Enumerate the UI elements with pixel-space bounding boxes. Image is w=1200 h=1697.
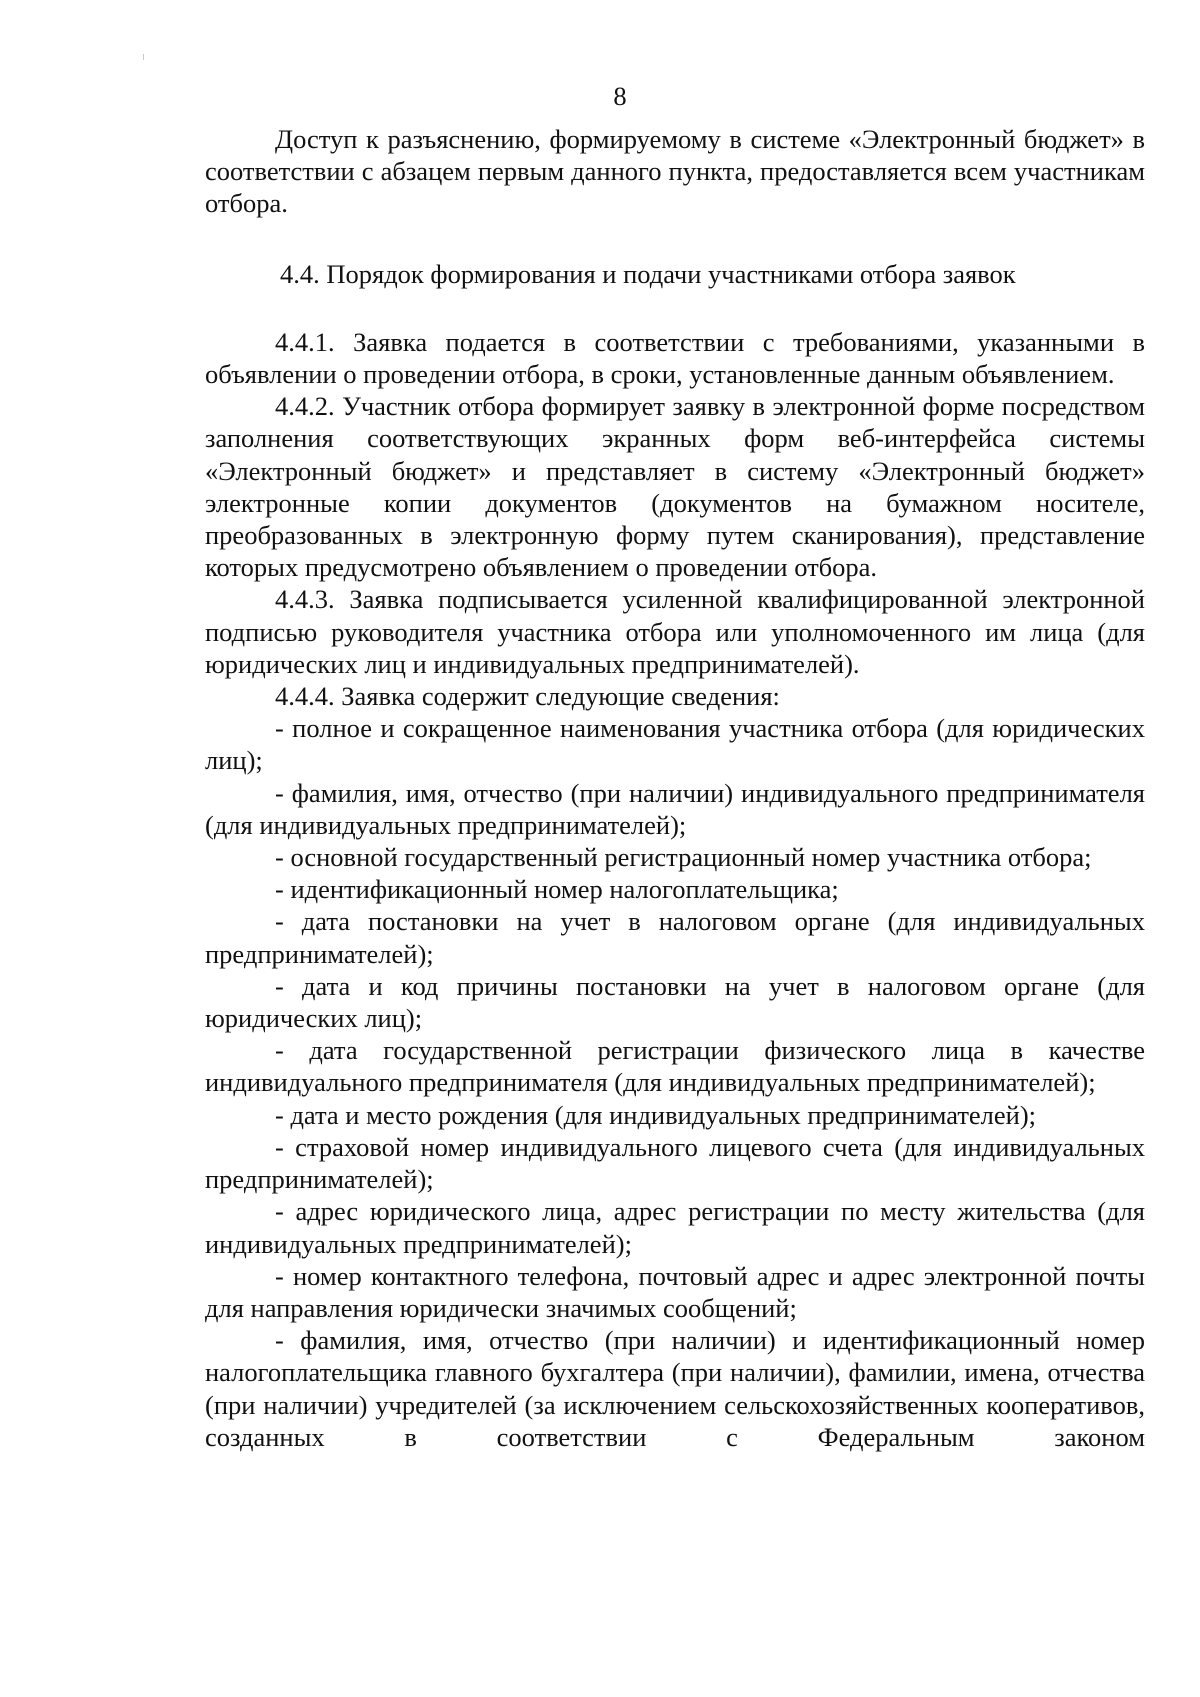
list-item: - дата государственной регистрации физического лица в качестве индивидуального предпринимателя (для индивидуальных предпринимателей); [205, 1035, 1145, 1098]
paragraph-4-4-3: 4.4.3. Заявка подписывается усиленной квалифицированной электронной подписью руководителя участника отбора или уполномоченного им лица (для юридических лиц и индивидуальных предпринимателей). [205, 584, 1145, 679]
page-number: 8 [613, 81, 627, 111]
list-item: - номер контактного телефона, почтовый адрес и адрес электронной почты для направления юридически значимых сообщений; [205, 1260, 1145, 1323]
list-item: - адрес юридического лица, адрес регистрации по месту жительства (для индивидуальных предпринимателей); [205, 1196, 1145, 1259]
list-item: - страховой номер индивидуального лицевого счета (для индивидуальных предпринимателей); [205, 1131, 1145, 1195]
scan-artifact [143, 54, 144, 60]
list-item: - идентификационный номер налогоплательщика; [275, 874, 839, 905]
paragraph-access-clarification: Доступ к разъяснению, формируемому в системе «Электронный бюджет» в соответствии с абзацем первым данного пункта, предоставляется всем участникам отбора. [205, 124, 1145, 219]
list-item: - основной государственный регистрационный номер участника отбора; [275, 842, 1092, 873]
list-item: - дата и место рождения (для индивидуальных предпринимателей); [275, 1099, 1037, 1130]
list-item: - полное и сокращенное наименования участника отбора (для юридических лиц); [205, 713, 1145, 776]
section-heading: 4.4. Порядок формирования и подачи участниками отбора заявок [280, 258, 1016, 289]
paragraph-4-4-4: 4.4.4. Заявка содержит следующие сведения: [275, 681, 780, 712]
list-item: - фамилия, имя, отчество (при наличии) и идентификационный номер налогоплательщика главного бухгалтера (при наличии), фамилии, имена, отчества (при наличии) учредителей (за исключением сельскохозяйственных кооперативов, созданных в соответствии с Федеральным законом [205, 1325, 1145, 1452]
paragraph-4-4-2: 4.4.2. Участник отбора формирует заявку в электронной форме посредством заполнения соответствующих экранных форм веб-интерфейса системы «Электронный бюджет» и представляет в систему «Электронный бюджет» электронные копии документов (документов на бумажном носителе, преобразованных в электронную форму путем сканирования), представление которых предусмотрено объявлением о проведении отбора. [205, 391, 1145, 583]
paragraph-4-4-1: 4.4.1. Заявка подается в соответствии с требованиями, указанными в объявлении о проведении отбора, в сроки, установленные данным объявлением. [205, 326, 1145, 390]
list-item: - дата и код причины постановки на учет в налоговом органе (для юридических лиц); [205, 970, 1145, 1034]
list-item: - дата постановки на учет в налоговом органе (для индивидуальных предпринимателей); [205, 906, 1145, 969]
list-item: - фамилия, имя, отчество (при наличии) индивидуального предпринимателя (для индивидуальных предпринимателей); [205, 777, 1145, 840]
document-body [205, 123, 1145, 1453]
